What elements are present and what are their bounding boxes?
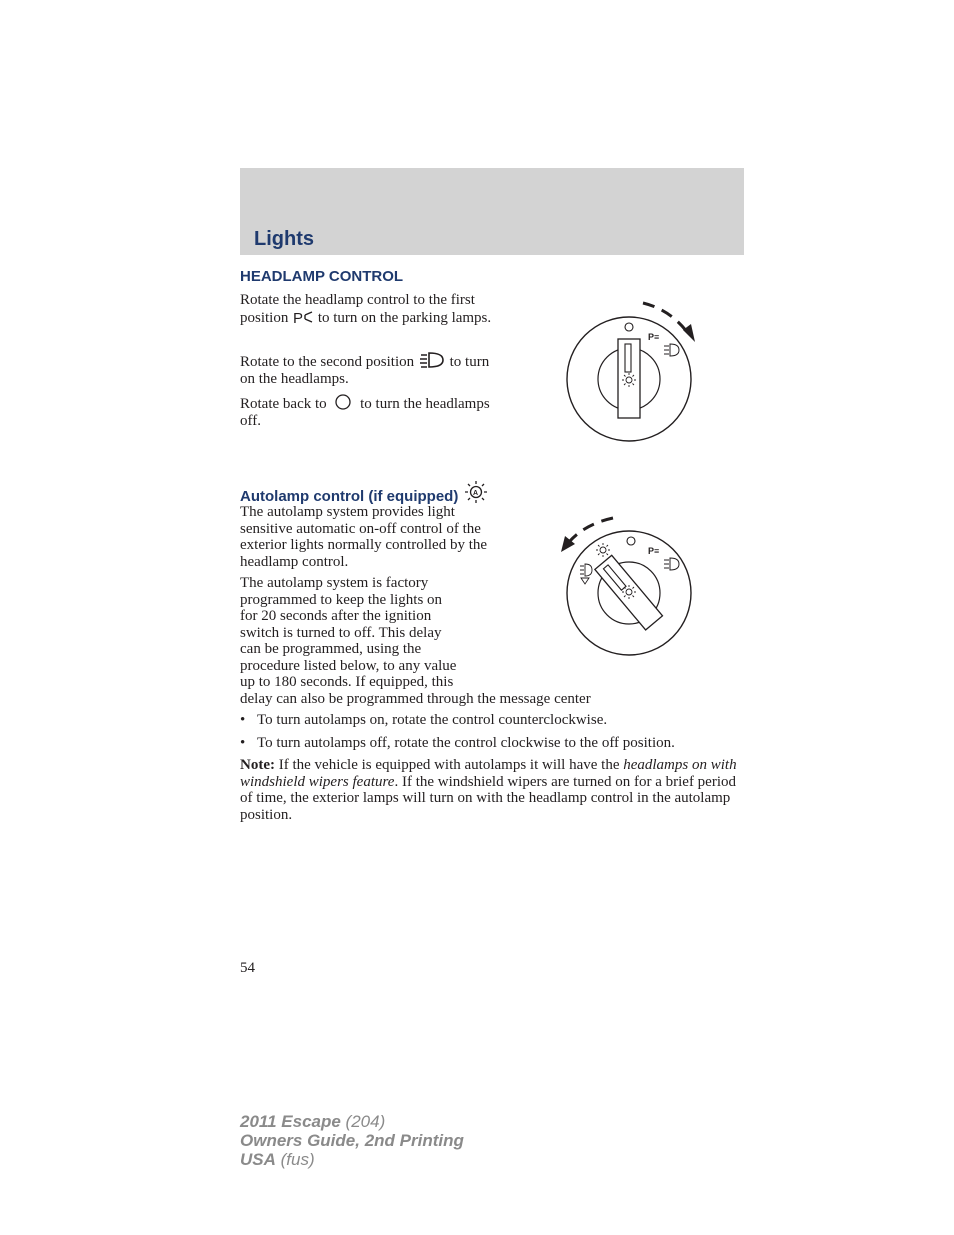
note-feature-name: headlamps on with windshield wipers feature xyxy=(240,757,737,790)
delay-line-1: The autolamp system is factory xyxy=(240,575,429,591)
bullet-dot: • xyxy=(240,712,246,728)
autolamp-icon xyxy=(463,480,489,504)
document-footer xyxy=(240,1112,464,1169)
paragraph-headlamps-text-b: to turn on the headlamps. xyxy=(240,354,490,387)
section-banner xyxy=(240,168,744,255)
delay-line-8: delay can also be programmed through the message center xyxy=(240,690,591,707)
footer-model: 2011 Escape xyxy=(240,1112,341,1131)
delay-line-2: programmed to keep the lights on xyxy=(240,591,443,608)
footer-line-2 xyxy=(240,1131,464,1150)
headlamp-control-diagram xyxy=(560,298,700,446)
delay-line-3: for 20 seconds after the ignition xyxy=(240,608,432,624)
parking-position-icon: P≡ xyxy=(648,332,660,342)
svg-text:A: A xyxy=(472,490,478,497)
paragraph-parking-text-a: Rotate the headlamp control to the first position xyxy=(240,292,475,326)
footer-line-1 xyxy=(240,1112,464,1131)
bullet-autolamps-on xyxy=(240,712,607,729)
footer-guide: Owners Guide, 2nd Printing xyxy=(240,1131,464,1150)
footer-market-code: (fus) xyxy=(275,1150,315,1169)
headlamps-icon xyxy=(418,351,446,369)
bullet-autolamps-on-text: To turn autolamps on, rotate the control counterclockwise. xyxy=(257,712,608,728)
parking-position-icon-2: P≡ xyxy=(648,546,660,556)
clockwise-arrowhead xyxy=(683,324,695,342)
paragraph-headlamps xyxy=(240,351,505,387)
footer-market: USA xyxy=(240,1150,276,1169)
autolamp-control-diagram xyxy=(555,512,700,660)
paragraph-off-text-b: to turn the headlamps off. xyxy=(240,396,490,429)
paragraph-off-text-a: Rotate back to xyxy=(240,396,327,412)
delay-line-6: procedure listed below, to any value xyxy=(240,657,457,674)
bullet-autolamps-off xyxy=(240,735,675,752)
knob-pointer xyxy=(625,344,631,372)
bullet-dot: • xyxy=(240,735,246,751)
bullet-autolamps-off-text: To turn autolamps off, rotate the control clockwise to the off position. xyxy=(257,735,675,751)
note-text-b: . If the windshield wipers are turned on for a brief period of time, the exterior lamps will turn on with the headlamp control in the autolamp position. xyxy=(240,773,737,823)
paragraph-parking-text-b: to turn on the parking lamps. xyxy=(317,309,492,326)
autolamp-description: The autolamp system provides light sensitive automatic on-off control of the exterior lights normally controlled by the headlamp control. xyxy=(240,504,488,570)
delay-line-4: switch is turned to off. This delay xyxy=(240,624,442,641)
note-paragraph xyxy=(240,757,745,823)
autolamp-heading-text: Autolamp control (if equipped) xyxy=(240,488,459,505)
paragraph-headlamps-text-a: Rotate to the second position xyxy=(240,354,415,370)
svg-text:P: P xyxy=(293,309,304,325)
autolamp-heading xyxy=(240,480,489,505)
page-number: 54 xyxy=(240,960,255,976)
delay-line-7: up to 180 seconds. If equipped, this xyxy=(240,674,454,690)
off-circle-icon xyxy=(330,393,356,411)
note-text-a: If the vehicle is equipped with autolamps it will have the xyxy=(278,757,620,773)
note-label: Note: xyxy=(240,757,275,773)
delay-line-5: can be programmed, using the xyxy=(240,641,422,657)
paragraph-parking xyxy=(240,292,502,326)
footer-model-code: (204) xyxy=(340,1112,386,1131)
parking-lamps-icon xyxy=(292,309,314,325)
page-title: Lights xyxy=(254,228,314,250)
headlamp-control-heading: HEADLAMP CONTROL xyxy=(240,268,404,285)
footer-line-3 xyxy=(240,1150,464,1169)
paragraph-off xyxy=(240,393,502,429)
